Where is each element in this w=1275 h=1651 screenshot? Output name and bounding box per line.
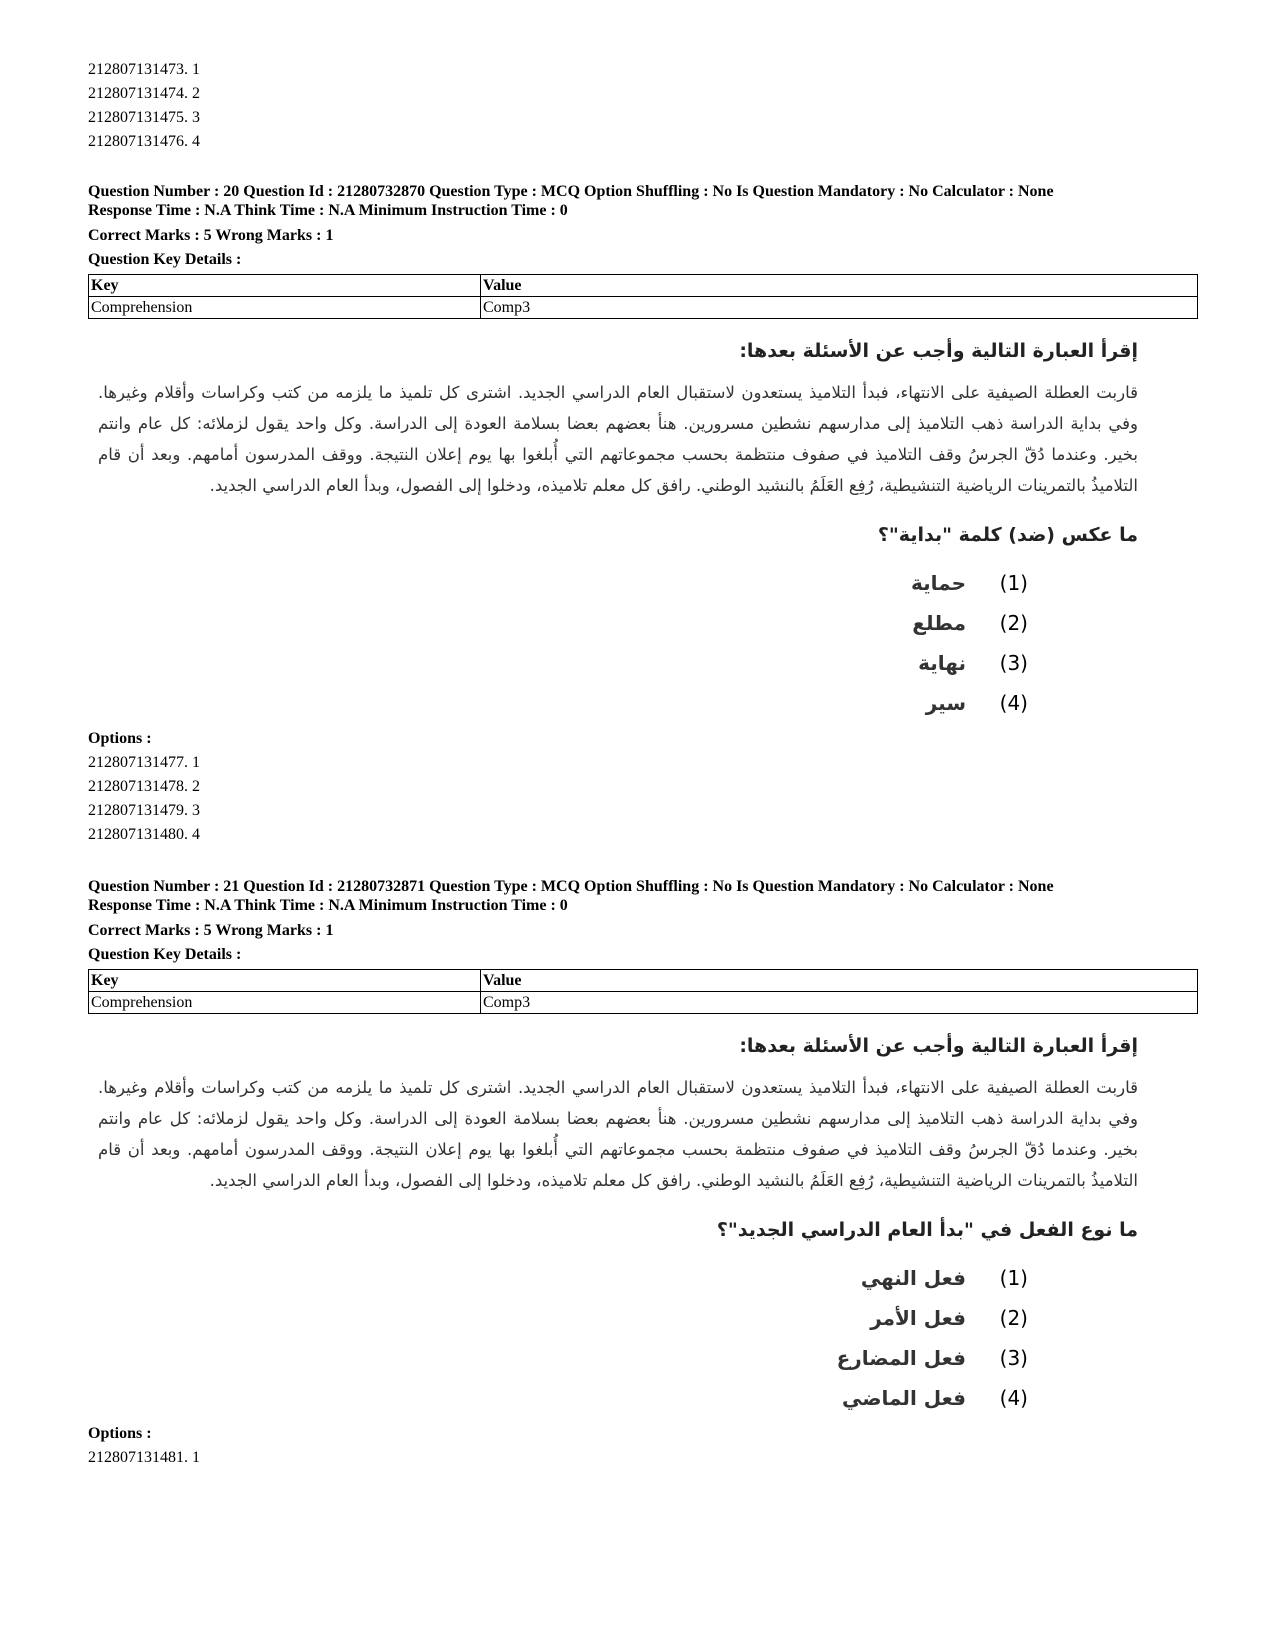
passage-text: قاربت العطلة الصيفية على الانتهاء، فبدأ التلاميذ يستعدون لاستقبال العام الدراسي الجديد. اشترى كل تلميذ ما يلزمه من كتب وكراسات وأقلام وغيرها. وفي بداية الدراسة ذهب التلاميذ إلى مدارسهم نشطين مسرورين. هنأ بعضهم بعضا بسلامة العودة إلى الدراسة. وكل واحد يقول لزملائه: كل عام وانتم بخير. وعندما دُقّ الجرسُ وقف التلاميذ في صفوف منتظمة بحسب مجموعاتهم التي أُبلغوا بها يوم إعلان النتيجة. ووقف المدرسون أمامهم. وبعد أن قام التلاميذُ بالتمرينات الرياضية التنشيطية، رُفِع العَلَمُ بالنشيد الوطني. رافق كل معلم تلاميذه، ودخلوا إلى الفصول، وبدأ العام الدراسي الجديد. [98, 383, 1138, 495]
key-details-label: Question Key Details : [88, 251, 242, 268]
question-header: Question Number : 20 Question Id : 21280732870 Question Type : MCQ Option Shuffling : No Is Question Mandatory : No Calculator : None [88, 183, 1054, 200]
options-label: Options : [88, 1425, 152, 1442]
question-text: ما نوع الفعل في "بدأ العام الدراسي الجديد"؟ [716, 1219, 1138, 1241]
choice-item [88, 1378, 1198, 1418]
question-marks: Correct Marks : 5 Wrong Marks : 1 [88, 922, 334, 939]
options-label: Options : [88, 730, 152, 747]
choice-list [88, 563, 1198, 723]
choice-number: (2) [999, 611, 1028, 635]
document-page [88, 58, 1198, 1470]
passage-instruction: إقرأ العبارة التالية وأجب عن الأسئلة بعدها: [739, 340, 1138, 362]
choice-text: فعل الماضي [841, 1386, 966, 1410]
choice-number: (3) [999, 1346, 1028, 1370]
option-line: 212807131480. 4 [88, 826, 200, 843]
table-cell-key: Comprehension [89, 992, 481, 1014]
choice-number: (2) [999, 1306, 1028, 1330]
choice-text: مطلع [912, 611, 966, 635]
question-text: ما عكس (ضد) كلمة "بداية"؟ [877, 524, 1138, 546]
passage-instruction: إقرأ العبارة التالية وأجب عن الأسئلة بعدها: [739, 1035, 1138, 1057]
table-cell-value: Comp3 [481, 297, 1198, 319]
table-cell-value: Comp3 [481, 992, 1198, 1014]
choice-item [88, 563, 1198, 603]
question-block-21 [88, 877, 1198, 1470]
choice-item [88, 1298, 1198, 1338]
question-marks: Correct Marks : 5 Wrong Marks : 1 [88, 227, 334, 244]
choice-text: نهاية [918, 651, 966, 675]
key-details-table [88, 274, 1198, 319]
question-header: Question Number : 21 Question Id : 21280732871 Question Type : MCQ Option Shuffling : No Is Question Mandatory : No Calculator : None [88, 878, 1054, 895]
choice-item [88, 643, 1198, 683]
option-line: 212807131479. 3 [88, 802, 200, 819]
choice-item [88, 1258, 1198, 1298]
choice-text: فعل النهي [860, 1266, 966, 1290]
choice-list [88, 1258, 1198, 1418]
choice-item [88, 683, 1198, 723]
choice-text: حماية [911, 571, 966, 595]
choice-number: (1) [999, 571, 1028, 595]
choice-number: (4) [999, 1386, 1028, 1410]
table-header-key: Key [89, 275, 481, 297]
key-details-label: Question Key Details : [88, 946, 242, 963]
option-line: 212807131473. 1 [88, 61, 200, 78]
choice-number: (4) [999, 691, 1028, 715]
option-line: 212807131477. 1 [88, 754, 200, 771]
choice-text: فعل الأمر [870, 1306, 966, 1330]
table-header-key: Key [89, 970, 481, 992]
passage-text: قاربت العطلة الصيفية على الانتهاء، فبدأ التلاميذ يستعدون لاستقبال العام الدراسي الجديد. اشترى كل تلميذ ما يلزمه من كتب وكراسات وأقلام وغيرها. وفي بداية الدراسة ذهب التلاميذ إلى مدارسهم نشطين مسرورين. هنأ بعضهم بعضا بسلامة العودة إلى الدراسة. وكل واحد يقول لزملائه: كل عام وانتم بخير. وعندما دُقّ الجرسُ وقف التلاميذ في صفوف منتظمة بحسب مجموعاتهم التي أُبلغوا بها يوم إعلان النتيجة. ووقف المدرسون أمامهم. وبعد أن قام التلاميذُ بالتمرينات الرياضية التنشيطية، رُفِع العَلَمُ بالنشيد الوطني. رافق كل معلم تلاميذه، ودخلوا إلى الفصول، وبدأ العام الدراسي الجديد. [98, 1078, 1138, 1190]
choice-text: سير [925, 691, 966, 715]
previous-options [88, 58, 1198, 154]
table-cell-key: Comprehension [89, 297, 481, 319]
choice-text: فعل المضارع [836, 1346, 966, 1370]
choice-number: (3) [999, 651, 1028, 675]
choice-item [88, 1338, 1198, 1378]
option-line: 212807131475. 3 [88, 109, 200, 126]
option-line: 212807131476. 4 [88, 133, 200, 150]
key-details-table [88, 969, 1198, 1014]
table-header-value: Value [481, 970, 1198, 992]
question-timing: Response Time : N.A Think Time : N.A Minimum Instruction Time : 0 [88, 897, 568, 914]
question-timing: Response Time : N.A Think Time : N.A Minimum Instruction Time : 0 [88, 202, 568, 219]
choice-number: (1) [999, 1266, 1028, 1290]
choice-item [88, 603, 1198, 643]
question-block-20 [88, 182, 1198, 847]
option-line: 212807131481. 1 [88, 1449, 200, 1466]
option-line: 212807131474. 2 [88, 85, 200, 102]
table-header-value: Value [481, 275, 1198, 297]
option-line: 212807131478. 2 [88, 778, 200, 795]
